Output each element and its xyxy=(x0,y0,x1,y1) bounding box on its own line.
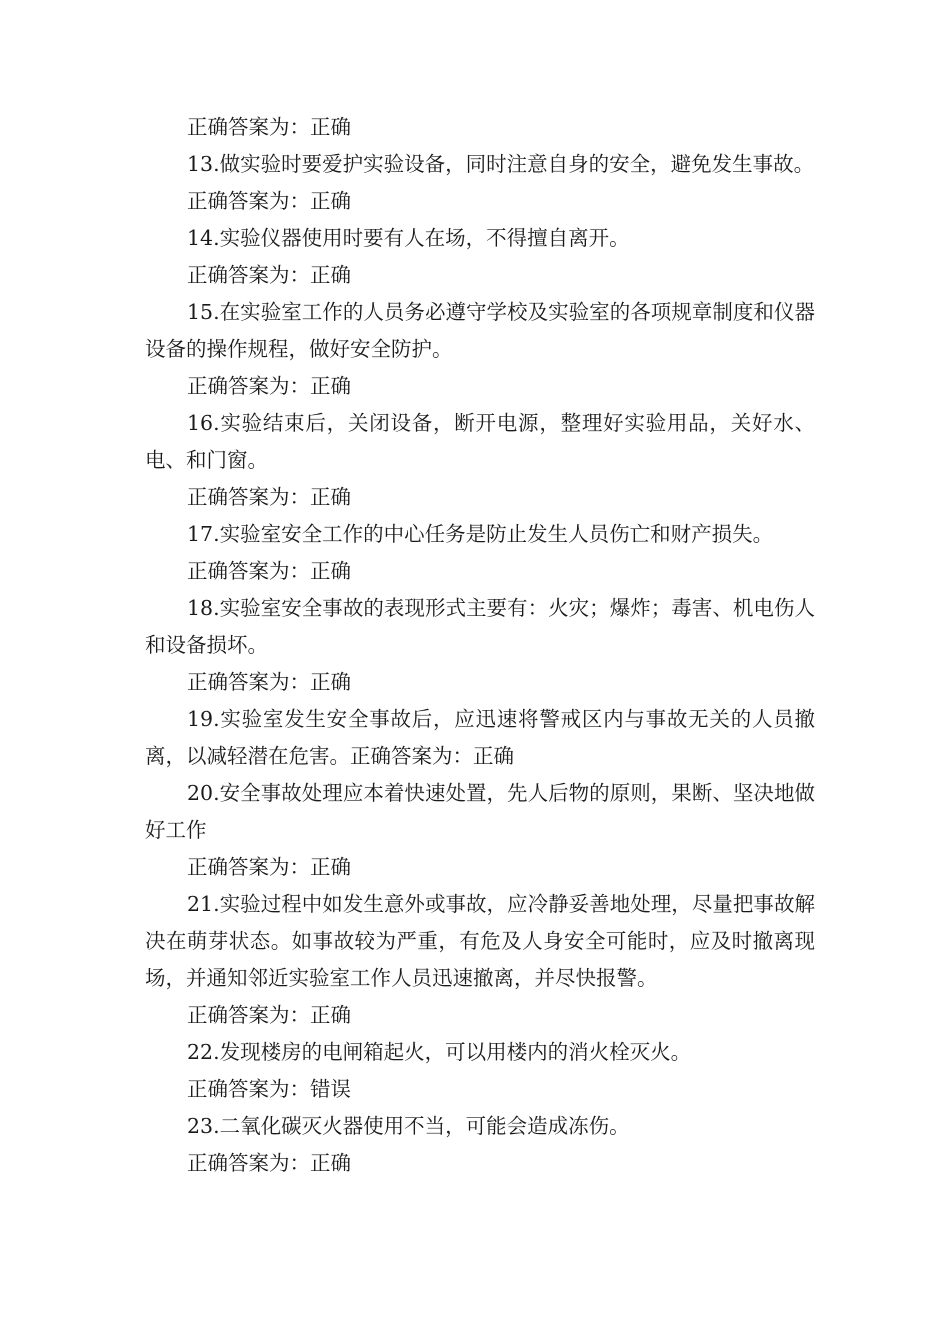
answer-line: 正确答案为：正确 xyxy=(187,374,351,398)
question-16: 16.实验结束后，关闭设备，断开电源，整理好实验用品，关好水、电、和门窗。 xyxy=(145,411,815,472)
question-21: 21.实验过程中如发生意外或事故，应冷静妥善地处理，尽量把事故解决在萌芽状态。如事故较为严重，有危及人身安全可能时，应及时撤离现场，并通知邻近实验室工作人员迅速撤离，并尽快报警。 xyxy=(145,892,815,990)
question-22: 22.发现楼房的电闸箱起火，可以用楼内的消火栓灭火。 xyxy=(187,1040,692,1064)
question-18: 18.实验室安全事故的表现形式主要有：火灾；爆炸；毒害、机电伤人和设备损坏。 xyxy=(145,596,815,657)
answer-line: 正确答案为：正确 xyxy=(187,263,351,287)
answer-line: 正确答案为：正确 xyxy=(187,1151,351,1175)
question-20: 20.安全事故处理应本着快速处置，先人后物的原则，果断、坚决地做好工作 xyxy=(145,781,815,842)
question-23: 23.二氧化碳灭火器使用不当，可能会造成冻伤。 xyxy=(187,1114,630,1138)
answer-line: 正确答案为：正确 xyxy=(187,559,351,583)
answer-line: 正确答案为：正确 xyxy=(187,189,351,213)
answer-line: 正确答案为：正确 xyxy=(187,485,351,509)
question-14: 14.实验仪器使用时要有人在场，不得擅自离开。 xyxy=(187,226,630,250)
answer-line: 正确答案为：正确 xyxy=(187,1003,351,1027)
question-19: 19.实验室发生安全事故后，应迅速将警戒区内与事故无关的人员撤离，以减轻潜在危害。正确答案为：正确 xyxy=(145,707,815,768)
answer-line: 正确答案为：错误 xyxy=(187,1077,351,1101)
answer-line: 正确答案为：正确 xyxy=(187,115,351,139)
answer-line: 正确答案为：正确 xyxy=(187,670,351,694)
question-15: 15.在实验室工作的人员务必遵守学校及实验室的各项规章制度和仪器设备的操作规程，做好安全防护。 xyxy=(145,300,815,361)
question-17: 17.实验室安全工作的中心任务是防止发生人员伤亡和财产损失。 xyxy=(187,522,774,546)
question-13: 13.做实验时要爱护实验设备，同时注意自身的安全，避免发生事故。 xyxy=(187,152,815,176)
document-body xyxy=(145,109,815,1182)
answer-line: 正确答案为：正确 xyxy=(187,855,351,879)
